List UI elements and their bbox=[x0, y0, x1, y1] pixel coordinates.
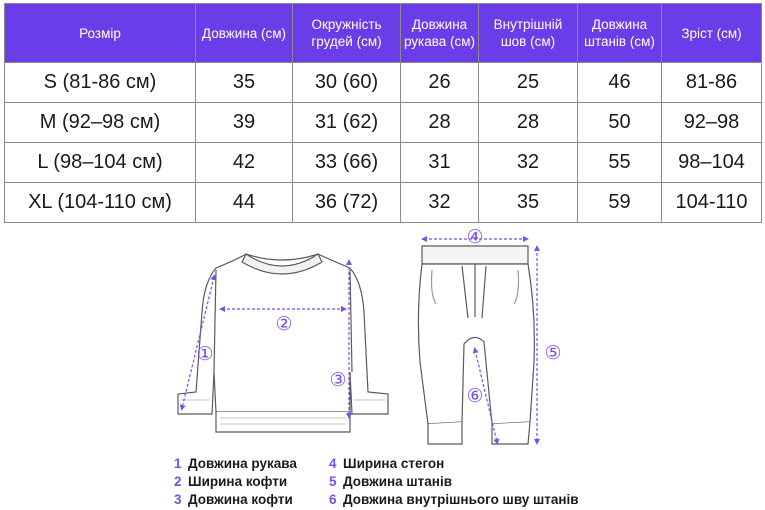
cell-length: 39 bbox=[196, 103, 293, 143]
cell-height: 81-86 bbox=[662, 63, 762, 103]
table-row bbox=[5, 63, 762, 103]
legend-item bbox=[329, 473, 579, 491]
cell-pants-length: 50 bbox=[578, 103, 662, 143]
header-size: Розмір bbox=[5, 4, 196, 63]
cell-chest: 31 (62) bbox=[293, 103, 401, 143]
table-row bbox=[5, 143, 762, 183]
size-table bbox=[4, 3, 762, 223]
marker-3: ③ bbox=[329, 369, 347, 391]
legend-column-1 bbox=[174, 455, 297, 509]
cell-sleeve: 26 bbox=[401, 63, 479, 103]
marker-2: ② bbox=[275, 313, 293, 335]
marker-4: ④ bbox=[466, 226, 484, 248]
table-header-row bbox=[5, 4, 762, 63]
legend-label: Довжина рукава bbox=[188, 456, 297, 471]
legend-number: 5 bbox=[329, 474, 337, 489]
cell-length: 42 bbox=[196, 143, 293, 183]
cell-inseam: 25 bbox=[479, 63, 578, 103]
header-height: Зріст (см) bbox=[662, 4, 762, 63]
cell-sleeve: 32 bbox=[401, 183, 479, 223]
cell-chest: 30 (60) bbox=[293, 63, 401, 103]
legend-number: 4 bbox=[329, 456, 337, 471]
cell-size: S (81-86 см) bbox=[5, 63, 196, 103]
cell-size: XL (104-110 см) bbox=[5, 183, 196, 223]
cell-size: M (92–98 см) bbox=[5, 103, 196, 143]
garment-diagram bbox=[0, 222, 765, 452]
legend-label: Довжина внутрішнього шву штанів bbox=[343, 492, 579, 507]
cell-length: 35 bbox=[196, 63, 293, 103]
cell-inseam: 35 bbox=[479, 183, 578, 223]
cell-height: 98–104 bbox=[662, 143, 762, 183]
marker-5: ⑤ bbox=[544, 342, 562, 364]
header-inseam: Внутрішній шов (см) bbox=[479, 4, 578, 63]
cell-height: 104-110 bbox=[662, 183, 762, 223]
header-length: Довжина (см) bbox=[196, 4, 293, 63]
cell-sleeve: 28 bbox=[401, 103, 479, 143]
legend-number: 6 bbox=[329, 492, 337, 507]
legend-label: Довжина кофти bbox=[188, 492, 293, 507]
pants-waistband bbox=[422, 246, 528, 264]
cell-pants-length: 46 bbox=[578, 63, 662, 103]
legend-number: 2 bbox=[174, 474, 182, 489]
legend-item bbox=[174, 455, 297, 473]
header-pants-length: Довжина штанів (см) bbox=[578, 4, 662, 63]
cell-height: 92–98 bbox=[662, 103, 762, 143]
legend-number: 1 bbox=[174, 456, 182, 471]
legend-column-2 bbox=[329, 455, 579, 509]
cell-pants-length: 59 bbox=[578, 183, 662, 223]
header-chest: Окружність грудей (см) bbox=[293, 4, 401, 63]
legend-item bbox=[174, 473, 297, 491]
cell-inseam: 28 bbox=[479, 103, 578, 143]
pants-drawing bbox=[418, 246, 534, 444]
marker-6: ⑥ bbox=[466, 385, 484, 407]
header-sleeve: Довжина рукава (см) bbox=[401, 4, 479, 63]
cell-length: 44 bbox=[196, 183, 293, 223]
cell-chest: 33 (66) bbox=[293, 143, 401, 183]
cell-size: L (98–104 см) bbox=[5, 143, 196, 183]
table-row bbox=[5, 183, 762, 223]
cell-pants-length: 55 bbox=[578, 143, 662, 183]
legend-label: Ширина кофти bbox=[188, 474, 288, 489]
cell-inseam: 32 bbox=[479, 143, 578, 183]
legend-label: Довжина штанів bbox=[343, 474, 453, 489]
marker-1: ① bbox=[196, 343, 214, 365]
legend-label: Ширина стегон bbox=[343, 456, 445, 471]
legend-item bbox=[329, 491, 579, 509]
cell-sleeve: 31 bbox=[401, 143, 479, 183]
legend-item bbox=[329, 455, 579, 473]
legend-number: 3 bbox=[174, 492, 182, 507]
table-row bbox=[5, 103, 762, 143]
legend-item bbox=[174, 491, 297, 509]
cell-chest: 36 (72) bbox=[293, 183, 401, 223]
